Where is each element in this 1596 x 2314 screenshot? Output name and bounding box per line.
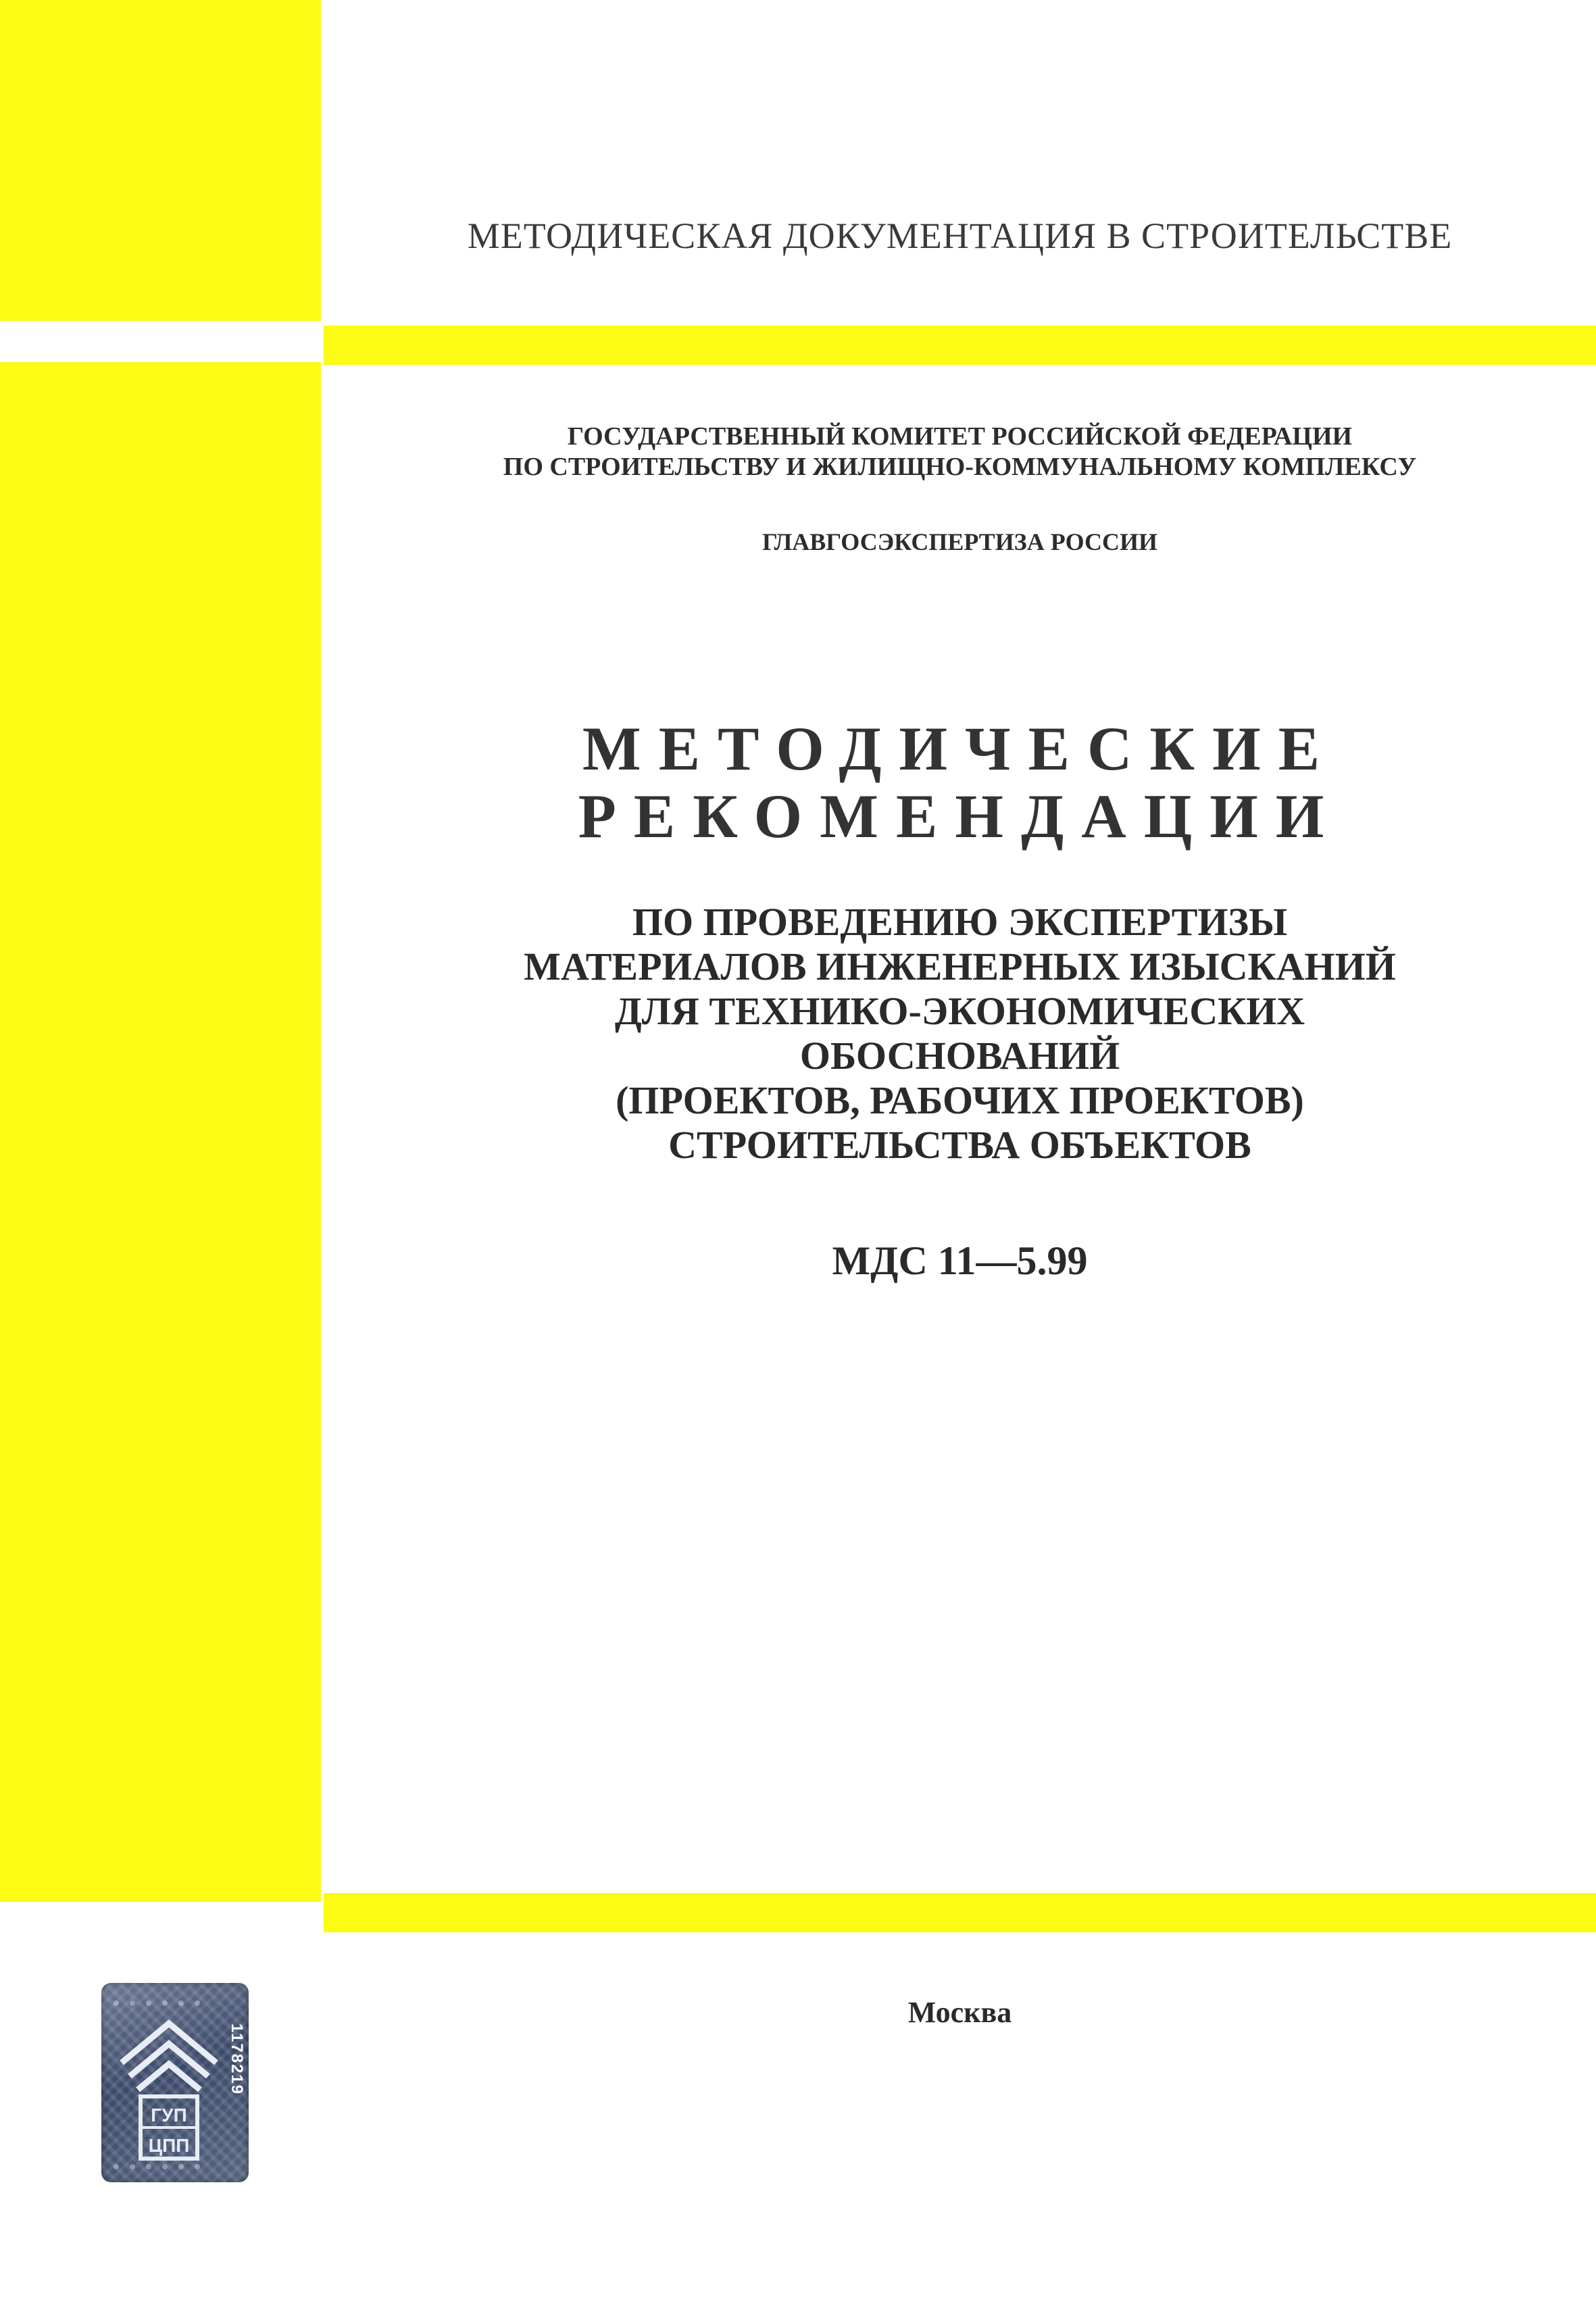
sticker-logo-bottom: ЦПП	[148, 2135, 190, 2156]
organization-line-2: ПО СТРОИТЕЛЬСТВУ И ЖИЛИЩНО-КОММУНАЛЬНОМУ КОМПЛЕКСУ	[503, 453, 1417, 481]
sticker-logo-top: ГУП	[151, 2105, 187, 2126]
subtitle-line-6: СТРОИТЕЛЬСТВА ОБЪЕКТОВ	[668, 1123, 1251, 1167]
subtitle-line-4: ОБОСНОВАНИЙ	[799, 1034, 1120, 1078]
sticker-serial-number: 1178219	[228, 2023, 246, 2096]
subtitle-line-3: ДЛЯ ТЕХНИКО-ЭКОНОМИЧЕСКИХ	[614, 989, 1305, 1033]
agency-name: ГЛАВГОСЭКСПЕРТИЗА РОССИИ	[762, 528, 1158, 555]
subtitle-line-1: ПО ПРОВЕДЕНИЮ ЭКСПЕРТИЗЫ	[632, 900, 1288, 944]
document-type-line-1: МЕТОДИЧЕСКИЕ	[582, 714, 1338, 783]
subtitle-line-2: МАТЕРИАЛОВ ИНЖЕНЕРНЫХ ИЗЫСКАНИЙ	[524, 945, 1396, 988]
series-title: МЕТОДИЧЕСКАЯ ДОКУМЕНТАЦИЯ В СТРОИТЕЛЬСТВЕ	[467, 216, 1453, 256]
yellow-corner-block	[0, 0, 321, 321]
document-type-line-2: РЕКОМЕНДАЦИИ	[578, 782, 1342, 851]
yellow-lower-stripe	[324, 1893, 1596, 1932]
publication-city: Москва	[907, 1996, 1012, 2029]
document-code: МДС 11—5.99	[832, 1238, 1088, 1283]
hologram-sticker	[101, 1983, 249, 2182]
subtitle-line-5: (ПРОЕКТОВ, РАБОЧИХ ПРОЕКТОВ)	[616, 1078, 1304, 1122]
yellow-left-bar	[0, 362, 321, 1902]
yellow-upper-stripe	[324, 326, 1596, 365]
organization-line-1: ГОСУДАРСТВЕННЫЙ КОМИТЕТ РОССИЙСКОЙ ФЕДЕРАЦИИ	[567, 422, 1353, 451]
